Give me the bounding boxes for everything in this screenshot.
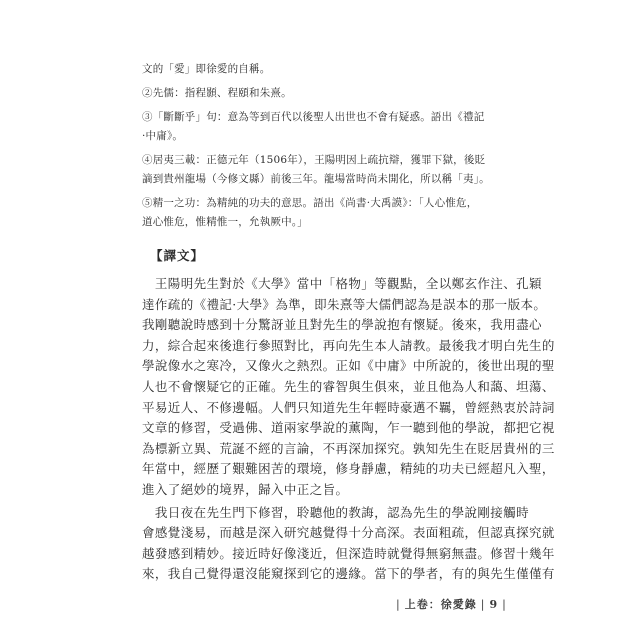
note-3: [142, 108, 502, 146]
footer-divider: |: [480, 598, 486, 611]
text-line: 王陽明先生對於《大學》當中「格物」等觀點，全以鄭玄作注、孔穎: [142, 276, 542, 291]
paragraph-2: [142, 503, 555, 585]
text-line: 平易近人、不修邊幅。人們只知道先生年輕時豪邁不羈，曾經熱衷於詩詞: [142, 399, 555, 415]
section-heading: 【譯文】: [150, 248, 205, 263]
notes-section: [142, 60, 502, 232]
text-line: 文章的修習，受過佛、道兩家學說的薰陶，乍一聽到他的學說，都把它視: [142, 420, 555, 436]
note-line: ③「斷斷乎」句：意為等到百代以後聖人出世也不會有疑惑。語出《禮記: [142, 111, 485, 123]
text-line: 年當中，經歷了艱難困苦的環境，修身靜慮，精純的功夫已經超凡入聖，: [142, 461, 555, 477]
note-line: ⑤精一之功：為精純的功夫的意思。語出《尚書·大禹謨》：「人心惟危，: [142, 197, 478, 209]
note-4: [142, 151, 502, 189]
text-line: 人也不會懷疑它的正確。先生的睿智與生俱來，並且他為人和藹、坦蕩、: [142, 378, 555, 394]
note-1: [142, 60, 502, 79]
footer-divider: |: [396, 598, 401, 611]
page-footer: [392, 596, 511, 612]
note-line: 文的「愛」即徐愛的自稱。: [142, 63, 271, 75]
footer-volume-title: 上卷：徐愛錄: [404, 598, 477, 611]
text-line: 力，綜合起來後進行參照對比，再向先生本人請教。最後我才明白先生的: [142, 337, 555, 353]
page-body: [142, 60, 555, 587]
text-line: 越發感到精妙。接近時好像淺近，但深造時就覺得無窮無盡。修習十幾年: [142, 545, 555, 561]
note-5: [142, 194, 502, 232]
text-line: 我剛聽說時感到十分驚訝並且對先生的學說抱有懷疑。後來，我用盡心: [142, 317, 542, 333]
text-line: 會感覺淺易，而越是深入研究越覺得十分高深。表面粗疏，但認真探究就: [142, 525, 555, 541]
text-line: 來，我自己覺得還沒能窺探到它的邊緣。當下的學者，有的與先生僅僅有: [142, 566, 555, 582]
paragraph-1: [142, 274, 555, 501]
note-line: 道心惟危，惟精惟一，允執厥中。」: [142, 216, 308, 228]
text-line: 我日夜在先生門下修習，聆聽他的教誨，認為先生的學說剛接觸時: [142, 504, 530, 520]
text-line: 達作疏的《禮記·大學》為準，即朱熹等大儒們認為是誤本的那一版本。: [142, 296, 547, 312]
note-2: [142, 84, 502, 103]
footer-divider: |: [502, 598, 507, 611]
note-line: ④居夷三載：正德元年（1506年），王陽明因上疏抗辯，獲罪下獄，後貶: [142, 154, 486, 166]
note-line: ·中庸》。: [142, 130, 184, 142]
text-line: 為標新立異、荒誕不經的言論，不再深加探究。孰知先生在貶居貴州的三: [142, 440, 555, 456]
note-line: 謫到貴州龍場（今修文縣）前後三年。龍場當時尚未開化，所以稱「夷」。: [142, 173, 490, 185]
text-line: 學說像水之寒冷，又像火之熱烈。正如《中庸》中所說的，後世出現的聖: [142, 358, 555, 374]
note-line: ②先儒：指程顥、程頤和朱熹。: [142, 87, 292, 99]
page-number: 9: [489, 598, 499, 611]
text-line: 進入了絕妙的境界，歸入中正之旨。: [142, 481, 349, 497]
